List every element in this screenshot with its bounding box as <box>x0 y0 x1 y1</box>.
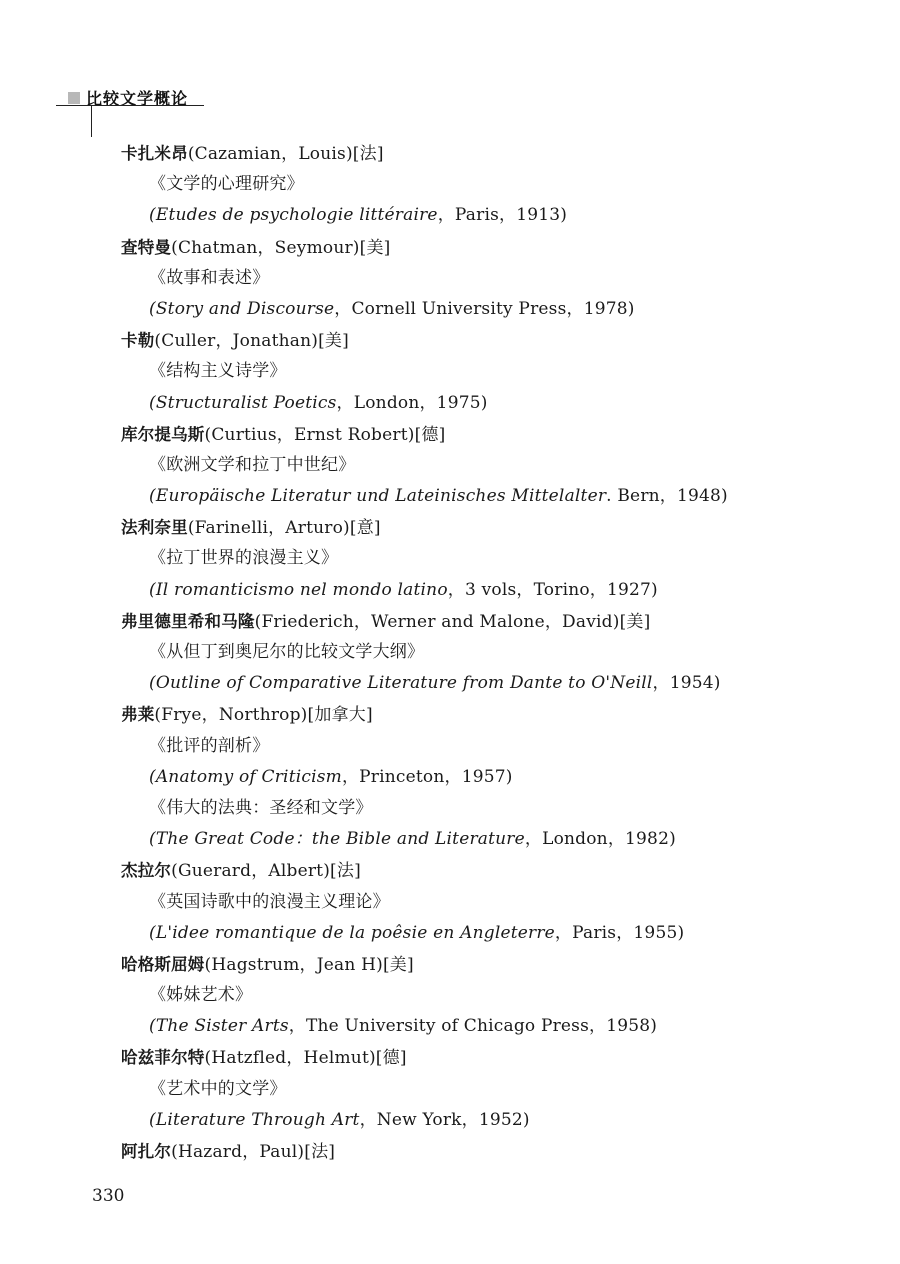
author-name-latin: (Chatman，Seymour)[美] <box>171 237 391 258</box>
author-line <box>121 606 881 637</box>
work-reference <box>121 1105 881 1136</box>
author-name-cn: 库尔提乌斯 <box>121 424 205 444</box>
work-reference <box>121 1011 881 1042</box>
work-publication: ，3 vols，Torino，1927) <box>447 579 658 600</box>
author-name-cn: 查特曼 <box>121 237 172 257</box>
author-line <box>121 855 881 886</box>
work-reference <box>121 200 881 231</box>
bibliography-list <box>121 138 881 1167</box>
author-line <box>121 1136 881 1167</box>
author-line <box>121 325 881 356</box>
work-reference <box>121 481 881 512</box>
author-line <box>121 1042 881 1073</box>
header-rule-horizontal <box>56 105 204 106</box>
work-reference <box>121 918 881 949</box>
work-title-original: (Outline of Comparative Literature from Dante to O'Neill <box>149 673 653 694</box>
author-line <box>121 949 881 980</box>
author-name-cn: 弗莱 <box>121 705 155 725</box>
work-reference <box>121 824 881 855</box>
work-title-original: (Anatomy of Criticism <box>149 766 342 787</box>
work-title-original: (Structuralist Poetics <box>149 392 337 413</box>
author-name-cn: 弗里德里希和马隆 <box>121 611 255 631</box>
author-name-latin: (Cazamian，Louis)[法] <box>187 144 384 164</box>
work-publication: ，London，1982) <box>524 829 676 850</box>
author-name-cn: 哈格斯屈姆 <box>121 954 205 974</box>
work-title-cn: 《伟大的法典：圣经和文学》 <box>149 797 373 818</box>
author-name-latin: (Hazard，Paul)[法] <box>171 1142 336 1162</box>
page-number: 330 <box>92 1186 125 1206</box>
work-title-cn: 《文学的心理研究》 <box>149 174 304 195</box>
work-publication: ，Paris，1955) <box>554 922 685 943</box>
work-publication: ，Princeton，1957) <box>341 766 513 787</box>
author-name-cn: 哈兹菲尔特 <box>121 1048 205 1068</box>
author-name-latin: (Frye，Northrop)[加拿大] <box>154 705 373 726</box>
author-line <box>121 699 881 730</box>
work-publication: ，London，1975) <box>336 392 488 413</box>
author-name-latin: (Guerard，Albert)[法] <box>171 861 361 882</box>
author-name-latin: (Friederich，Werner and Malone，David)[美] <box>254 611 651 632</box>
work-publication: ，1954) <box>652 673 721 694</box>
work-title-cn: 《艺术中的文学》 <box>149 1078 287 1099</box>
author-name-cn: 杰拉尔 <box>121 861 172 881</box>
author-name-cn: 阿扎尔 <box>121 1142 172 1161</box>
work-title-original: (Il romanticismo nel mondo latino <box>149 579 448 600</box>
work-title-original: (The Great Code：the Bible and Literature <box>149 829 525 850</box>
work-title-cn: 《从但丁到奥尼尔的比较文学大纲》 <box>149 642 425 662</box>
work-publication: ，New York，1952) <box>359 1109 530 1130</box>
work-title-original: (The Sister Arts <box>149 1016 289 1037</box>
author-line <box>121 138 881 169</box>
author-line <box>121 232 881 263</box>
header-square-icon <box>68 92 80 104</box>
work-reference <box>121 668 881 699</box>
author-name-latin: (Hatzfled，Helmut)[德] <box>204 1048 407 1069</box>
work-title-original: (L'idee romantique de la poêsie en Angleterre <box>149 922 555 943</box>
work-publication: . Bern，1948) <box>606 486 728 507</box>
author-name-latin: (Hagstrum，Jean H)[美] <box>204 954 414 975</box>
author-name-latin: (Farinelli，Arturo)[意] <box>187 518 381 539</box>
work-title-cn: 《拉丁世界的浪漫主义》 <box>149 548 339 569</box>
author-name-latin: (Curtius，Ernst Robert)[德] <box>204 424 446 445</box>
work-title-original: (Europäische Literatur und Lateinisches Mittelalter <box>149 486 607 507</box>
work-reference <box>121 762 881 793</box>
work-reference <box>121 294 881 325</box>
author-name-cn: 卡扎米昂 <box>121 144 188 163</box>
work-title-cn: 《批评的剖析》 <box>149 735 270 756</box>
work-title-cn: 《欧洲文学和拉丁中世纪》 <box>149 454 356 475</box>
work-publication: ，Paris，1913) <box>437 205 568 226</box>
author-name-cn: 法利奈里 <box>121 518 188 538</box>
author-name-latin: (Culler，Jonathan)[美] <box>154 331 349 352</box>
work-reference <box>121 388 881 419</box>
author-line <box>121 419 881 450</box>
work-reference <box>121 575 881 606</box>
author-name-cn: 卡勒 <box>121 331 155 351</box>
work-title-cn: 《姊妹艺术》 <box>149 985 253 1006</box>
work-title-cn: 《结构主义诗学》 <box>149 361 287 382</box>
header-rule-vertical <box>91 105 92 137</box>
work-publication: ，Cornell University Press，1978) <box>334 298 635 319</box>
work-title-original: (Story and Discourse <box>149 298 335 319</box>
running-title: 比较文学概论 <box>86 89 189 108</box>
work-title-cn: 《故事和表述》 <box>149 267 270 288</box>
work-publication: ，The University of Chicago Press，1958) <box>288 1016 658 1037</box>
work-title-original: (Literature Through Art <box>149 1109 360 1130</box>
work-title-cn: 《英国诗歌中的浪漫主义理论》 <box>149 891 390 912</box>
work-title-original: (Etudes de psychologie littéraire <box>149 205 438 226</box>
author-line <box>121 512 881 543</box>
